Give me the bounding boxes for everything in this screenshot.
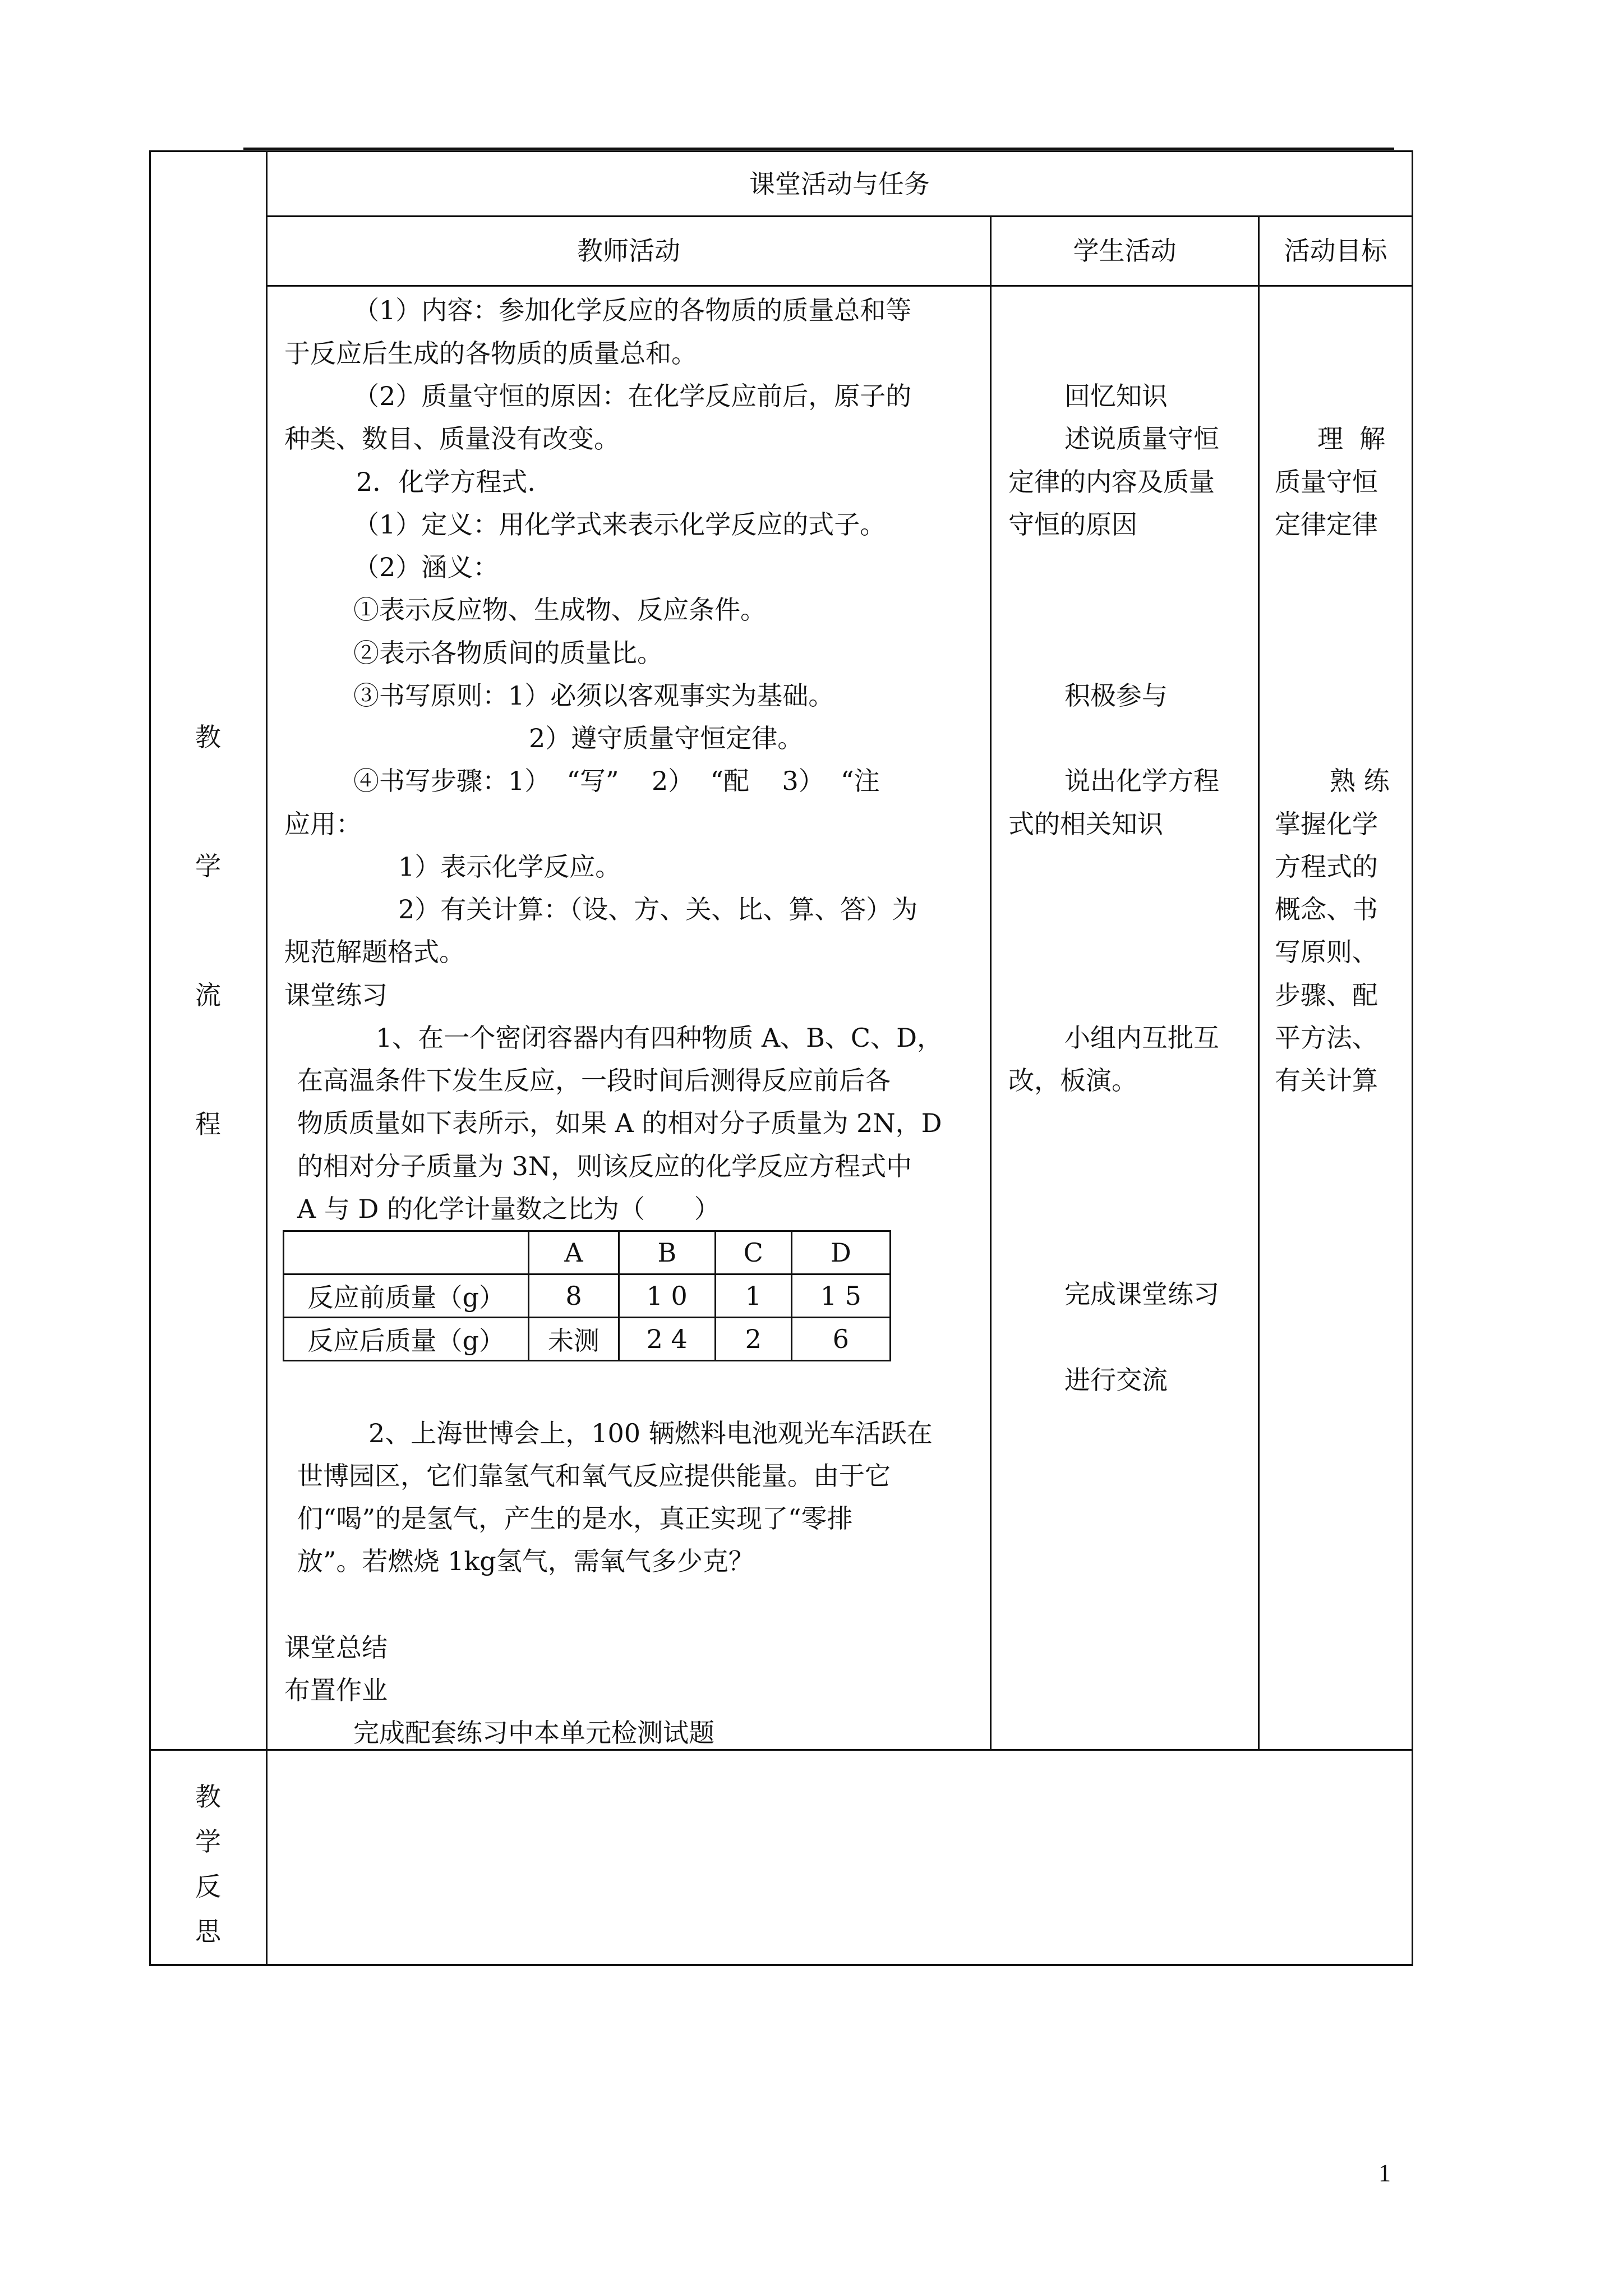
teacher-line: ③书写原则：1）必须以客观事实为基础。 [353,680,834,711]
frame-right [1412,150,1413,1966]
student-line: 述说质量守恒 [1064,424,1219,454]
teacher-line: 应用： [284,809,362,839]
column-header-goal: 活动目标 [1284,236,1387,266]
header-divider-1 [266,215,1413,217]
teacher-line: 规范解题格式。 [284,937,465,967]
teacher-line: 2．化学方程式. [356,467,536,497]
question-1-line: 在高温条件下发生反应，一段时间后测得反应前后各 [297,1065,891,1096]
goal-line: 平方法、 [1275,1023,1378,1053]
teacher-line: （1）定义：用化学式来表示化学反应的式子。 [353,509,886,540]
side-label-char: 程 [195,1109,221,1139]
teacher-line: （1）内容：参加化学反应的各物质的质量总和等 [353,295,912,325]
table-row [284,1274,891,1318]
teacher-line: ②表示各物质间的质量比。 [353,638,663,668]
table-cell: 反应前质量（g） [284,1274,529,1318]
teacher-line: 于反应后生成的各物质的质量总和。 [284,338,697,369]
goal-line: 掌握化学 [1275,809,1378,839]
question-1-line: 的相对分子质量为 3N，则该反应的化学反应方程式中 [297,1151,912,1181]
table-cell: 2 [715,1318,791,1361]
student-line: 进行交流 [1064,1365,1168,1395]
table-cell: A [529,1231,619,1274]
frame-left [149,150,151,1966]
student-line: 小组内互批互 [1064,1023,1219,1053]
homework-heading: 布置作业 [284,1675,388,1705]
student-line: 定律的内容及质量 [1008,467,1215,497]
goal-line: 有关计算 [1275,1065,1378,1096]
question-2-line: 放”。若燃烧 1kg氢气，需氧气多少克？ [297,1546,754,1576]
table-cell: B [619,1231,715,1274]
question-1-line: 1、在一个密闭容器内有四种物质 A、B、C、D， [376,1023,943,1053]
column-header-student: 学生活动 [1073,236,1177,266]
student-line: 回忆知识 [1064,381,1168,411]
table-cell: 8 [529,1274,619,1318]
practice-heading: 课堂练习 [284,980,388,1010]
col-divider-goal [1258,215,1260,1751]
question-1-line: A 与 D 的化学计量数之比为（ ） [297,1194,720,1224]
goal-line: 写原则、 [1275,937,1378,967]
side-label-char: 学 [195,1826,221,1857]
teacher-line: 2）有关计算：（设、方、关、比、算、答）为 [398,894,918,924]
student-line: 说出化学方程 [1064,766,1219,796]
student-line: 改，板演。 [1008,1065,1137,1096]
table-row [284,1231,891,1274]
table-cell: 1 5 [791,1274,890,1318]
table-cell [284,1231,529,1274]
question-2-line: 世博园区，它们靠氢气和氧气反应提供能量。由于它 [297,1461,891,1491]
side-divider [266,150,268,1966]
teacher-line: 种类、数目、质量没有改变。 [284,424,620,454]
section-divider [149,1749,1413,1751]
teacher-line: 2）遵守质量守恒定律。 [529,723,804,753]
summary-heading: 课堂总结 [284,1632,388,1663]
table-cell: 2 4 [619,1318,715,1361]
table-row [284,1318,891,1361]
teacher-line: ①表示反应物、生成物、反应条件。 [353,595,766,625]
side-label-char: 思 [195,1916,221,1947]
table-cell: 未测 [529,1318,619,1361]
frame-top [149,150,1413,152]
teacher-line: （2）质量守恒的原因：在化学反应前后，原子的 [353,381,912,411]
goal-line: 熟 练 [1330,766,1390,796]
table-cell: 反应后质量（g） [284,1318,529,1361]
homework-detail: 完成配套练习中本单元检测试题 [353,1718,714,1748]
col-divider-student [990,215,992,1751]
student-line: 守恒的原因 [1008,509,1137,540]
top-rule [243,148,1394,150]
table-cell: 6 [791,1318,890,1361]
goal-line: 质量守恒 [1275,467,1378,497]
mass-table [283,1230,891,1361]
student-line: 积极参与 [1064,680,1168,711]
question-1-line: 物质质量如下表所示，如果 A 的相对分子质量为 2N，D [297,1108,942,1138]
goal-line: 定律定律 [1275,509,1378,540]
side-label-char: 流 [195,980,221,1010]
teacher-line: ④书写步骤：1） “写” 2） “配 3） “注 [353,766,880,796]
teacher-line: 1）表示化学反应。 [398,852,621,882]
side-label-char: 反 [195,1871,221,1902]
side-label-char: 教 [195,722,221,752]
page-number: 1 [1378,2159,1391,2187]
table-cell: 1 [715,1274,791,1318]
question-2-line: 2、上海世博会上，100 辆燃料电池观光车活跃在 [368,1418,933,1448]
question-2-line: 们“喝”的是氢气，产生的是水，真正实现了“零排 [297,1503,853,1534]
table-cell: 1 0 [619,1274,715,1318]
table-cell: C [715,1231,791,1274]
side-label-char: 学 [195,851,221,881]
goal-line: 步骤、配 [1275,980,1378,1010]
student-line: 完成课堂练习 [1064,1279,1219,1309]
frame-bottom [149,1964,1413,1966]
section-title: 课堂活动与任务 [749,169,930,199]
student-line: 式的相关知识 [1008,809,1163,839]
table-cell: D [791,1231,890,1274]
goal-line: 概念、书 [1275,894,1378,924]
header-divider-2 [266,285,1413,287]
goal-line: 理 解 [1317,424,1386,454]
teacher-line: （2）涵义： [353,552,499,582]
column-header-teacher: 教师活动 [577,236,680,266]
goal-line: 方程式的 [1275,852,1378,882]
side-label-char: 教 [195,1782,221,1812]
